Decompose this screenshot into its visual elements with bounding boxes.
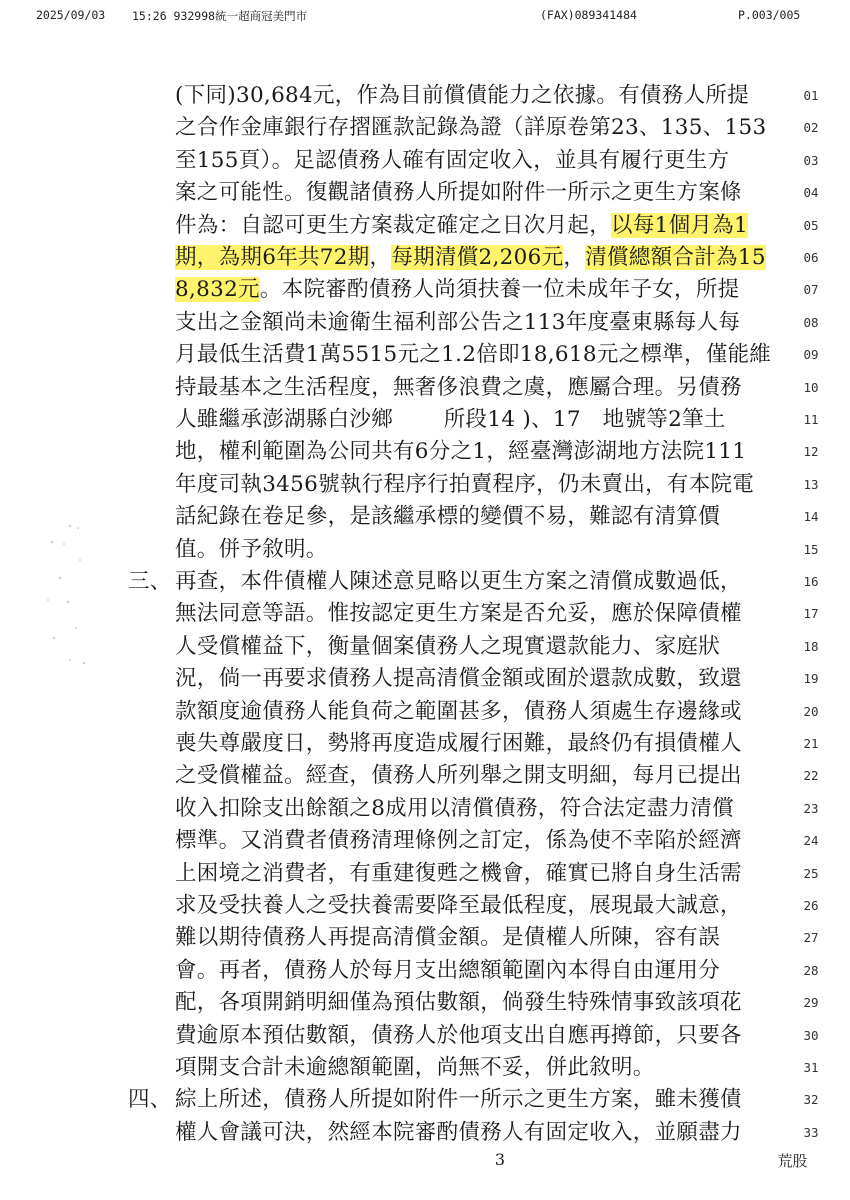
line-number: 18: [803, 638, 819, 654]
document-line: [175, 372, 775, 404]
line-number: 16: [803, 574, 819, 589]
line-text: 至155頁）。足認債務人確有固定收入，並具有履行更生方: [175, 147, 730, 173]
line-text: 款額度逾債務人能負荷之範圍甚多，債務人須處生存邊緣或: [175, 698, 742, 724]
document-line: [175, 145, 775, 177]
line-number: 24: [803, 833, 819, 849]
document-line: [175, 534, 775, 566]
line-number: 33: [803, 1124, 819, 1140]
document-line: [175, 825, 775, 857]
document-line: [175, 631, 775, 663]
fax-page: P.003/005: [738, 8, 801, 22]
document-line: [175, 955, 775, 987]
line-number: 30: [803, 1027, 819, 1043]
document-line: [175, 112, 775, 144]
line-text: 上困境之消費者，有重建復甦之機會，確實已將自身生活需: [175, 860, 742, 886]
line-number: 26: [803, 898, 819, 913]
line-number: 05: [803, 217, 819, 233]
line-number: 13: [803, 476, 819, 492]
line-text: 案之可能性。復觀諸債務人所提如附件一所示之更生方案條: [175, 180, 742, 206]
line-text: 話紀錄在卷足參，是該繼承標的變價不易，難認有清算價: [175, 504, 721, 530]
document-line: [175, 501, 775, 533]
line-text: (下同)30,684元，作為目前償債能力之依據。有債務人所提: [175, 83, 750, 108]
line-text: 況，倘一再要求債務人提高清償金額或囿於還款成數，致還: [175, 666, 742, 692]
document-line: [175, 760, 775, 792]
line-number: 25: [803, 865, 819, 881]
line-number: 14: [803, 509, 819, 525]
line-text: 配，各項開銷明細僅為預估數額，倘發生特殊情事致該項花: [175, 990, 742, 1016]
document-line: [128, 1084, 742, 1116]
line-text: 年度司執3456號執行程序行拍賣程序，仍未賣出，有本院電: [175, 471, 755, 497]
document-line: [175, 210, 775, 242]
line-text: 喪失尊嚴度日，勢將再度造成履行困難，最終仍有損債權人: [175, 731, 742, 756]
line-text: 月最低生活費1萬5515元之1.2倍即18,618元之標準，僅能維: [175, 342, 772, 368]
fax-time-sender: 15:26 932998統一超商冠美門市: [132, 9, 308, 23]
fax-date: 2025/09/03: [36, 8, 106, 22]
page-number: 3: [494, 1150, 506, 1169]
line-text: 人雖繼承澎湖縣白沙鄉 所段14 )、17 地號等2筆土: [175, 407, 726, 432]
line-number: 27: [803, 930, 819, 946]
line-number: 11: [803, 412, 819, 427]
line-number: 06: [803, 250, 819, 265]
document-line: [175, 469, 775, 501]
line-text: 難以期待債務人再提高清償金額。是債權人所陳，容有誤: [175, 925, 721, 951]
document-line: [128, 566, 742, 598]
highlighted-text: 每期清償2,206元: [391, 245, 564, 270]
document-line: [175, 242, 775, 274]
scan-specks: [40, 520, 100, 670]
document-line: [175, 1052, 775, 1084]
court-unit-label: 荒股: [777, 1152, 808, 1170]
line-number: 02: [803, 120, 819, 136]
line-number: 09: [803, 347, 819, 363]
document-line: [175, 1117, 775, 1149]
line-number: 12: [803, 444, 819, 460]
document-line: [175, 696, 775, 728]
document-line: [175, 793, 775, 825]
line-text: 值。併予敘明。: [175, 536, 328, 562]
line-number: 20: [803, 703, 819, 719]
line-number: 15: [803, 541, 819, 557]
line-text: 標準。又消費者債務清理條例之訂定，係為使不幸陷於經濟: [175, 828, 742, 854]
line-number: 10: [803, 379, 819, 395]
document-line: [175, 307, 775, 339]
document-line: [175, 922, 775, 954]
document-line: [175, 177, 775, 209]
line-text: 綜上所述，債務人所提如附件一所示之更生方案，雖未獲債: [175, 1087, 742, 1113]
document-line: [175, 1020, 775, 1052]
highlighted-text: 清償總額合計為15: [585, 245, 766, 270]
line-text: 費逾原本預估數額，債務人於他項支出自應再撙節，只要各: [175, 1022, 742, 1048]
document-line: [175, 663, 775, 695]
document-line: [175, 404, 775, 436]
line-number: 08: [803, 314, 819, 330]
line-text: 地，權利範圍為公同共有6分之1，經臺灣澎湖地方法院111: [175, 439, 747, 465]
highlighted-text: 以每1個月為1: [611, 212, 748, 238]
highlighted-text: 期，: [175, 245, 219, 270]
document-line: [175, 80, 775, 112]
section-label: 三、: [128, 569, 172, 594]
fax-header: [0, 8, 850, 28]
line-number: 23: [803, 800, 819, 816]
line-number: 31: [803, 1060, 819, 1075]
line-text: 人受償權益下，衡量個案債務人之現實還款能力、家庭狀: [175, 633, 721, 659]
line-number: 07: [803, 282, 819, 298]
line-number: 01: [803, 88, 819, 103]
line-text: 再查，本件債權人陳述意見略以更生方案之清償成數過低，: [175, 569, 742, 594]
document-line: [175, 436, 775, 468]
line-number: 19: [803, 671, 819, 687]
line-number: 28: [803, 962, 819, 978]
line-text: ，: [563, 245, 586, 270]
fax-number: (FAX)089341484: [540, 8, 637, 22]
line-text: 件為：自認可更生方案裁定確定之日次月起，: [175, 212, 612, 238]
line-text: 支出之金額尚未逾衛生福利部公告之113年度臺東縣每人每: [175, 309, 741, 335]
line-number: 17: [803, 606, 819, 622]
line-text: 之合作金庫銀行存摺匯款記錄為證（詳原卷第23、135、153: [175, 115, 767, 141]
document-line: [175, 598, 775, 630]
line-text: 持最基本之生活程度，無奢侈浪費之虞，應屬合理。另債務: [175, 374, 742, 400]
section-label: 四、: [128, 1087, 172, 1113]
highlighted-text: 為期6年共72期: [218, 245, 370, 270]
line-number: 04: [803, 185, 819, 201]
line-text: 之受償權益。經查，債務人所列舉之開支明細，每月已提出: [175, 763, 742, 789]
line-text: 。本院審酌債務人尚須扶養一位未成年子女，所提: [259, 277, 740, 303]
document-line: [175, 858, 775, 890]
line-text: 會。再者，債務人於每月支出總額範圍內本得自由運用分: [175, 957, 721, 983]
line-text: 無法同意等語。惟按認定更生方案是否允妥，應於保障債權: [175, 601, 742, 627]
highlighted-text: 8,832元: [175, 277, 260, 303]
line-text: ，: [369, 245, 392, 270]
line-number: 21: [803, 736, 819, 751]
line-number: 22: [803, 768, 819, 784]
line-text: 求及受扶養人之受扶養需要降至最低程度，展現最大誠意，: [175, 893, 742, 918]
line-number: 32: [803, 1092, 819, 1108]
document-line: [175, 728, 775, 760]
document-line: [175, 987, 775, 1019]
line-number: 29: [803, 995, 819, 1011]
line-text: 權人會議可決，然經本院審酌債務人有固定收入，並願盡力: [175, 1119, 742, 1145]
document-line: [175, 339, 775, 371]
document-line: [175, 890, 775, 922]
line-text: 收入扣除支出餘額之8成用以清償債務，符合法定盡力清償: [175, 795, 734, 821]
line-text: 項開支合計未逾總額範圍，尚無不妥，併此敘明。: [175, 1055, 655, 1080]
document-line: [175, 274, 775, 306]
line-number: 03: [803, 152, 819, 168]
